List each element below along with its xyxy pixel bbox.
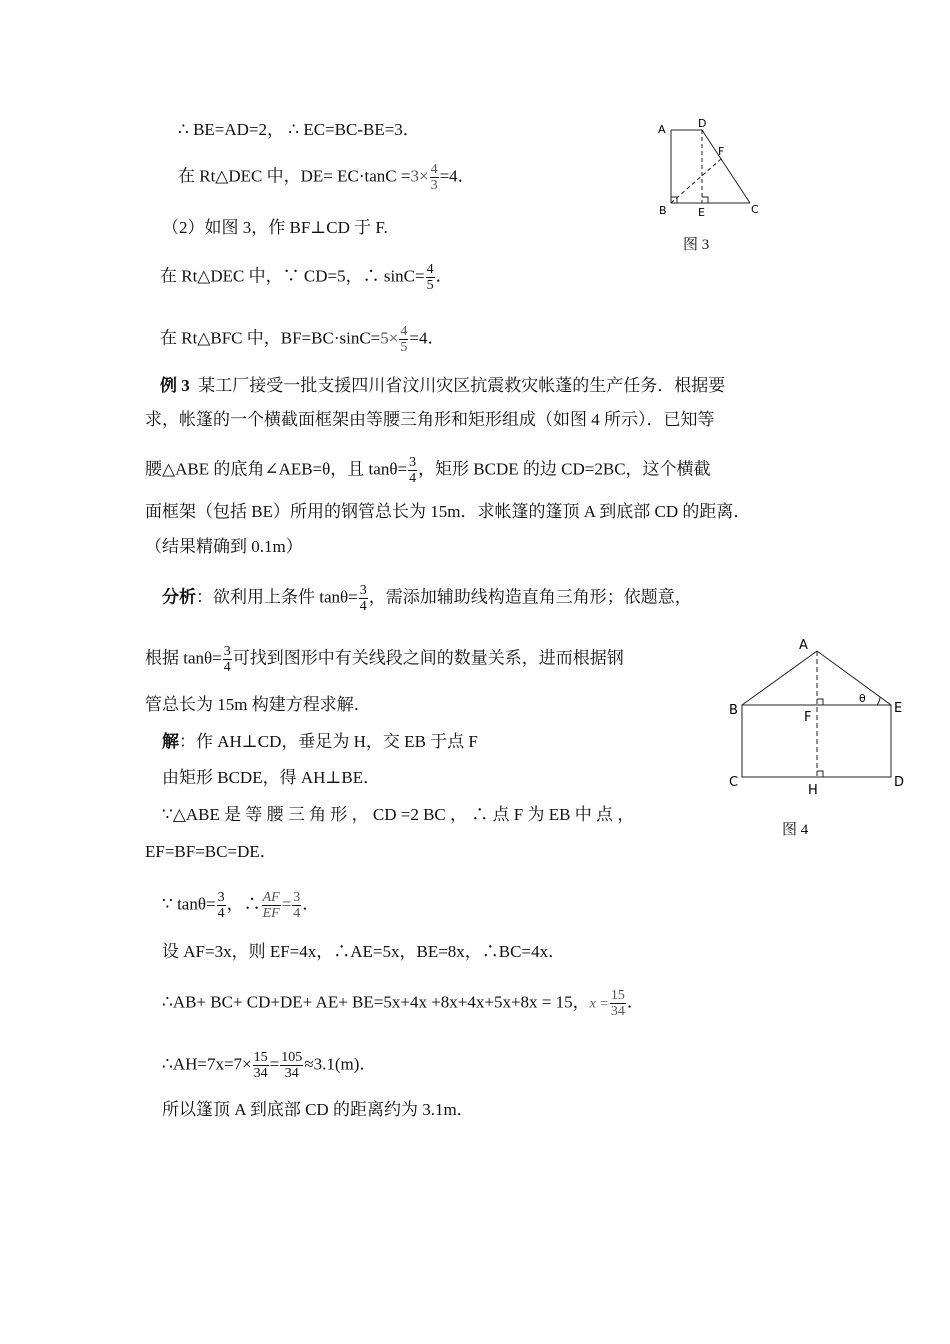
bf-fraction <box>399 324 408 355</box>
solution-text1: ：作 AH⊥CD，垂足为 H，交 EB 于点 F <box>179 732 478 751</box>
line-de-text: 在 Rt△DEC 中，DE= EC·tanC = <box>178 166 411 186</box>
tan-fraction-2 <box>359 583 368 614</box>
solution-line7 <box>162 988 644 1019</box>
fig3-label-b: B <box>659 204 667 217</box>
af-ef-fraction <box>262 890 281 921</box>
tan-given: ∵ tanθ= <box>162 894 216 914</box>
ah-fraction-2-den: 34 <box>284 1066 299 1081</box>
af-ef-end: ． <box>302 894 320 914</box>
example3-line1 <box>160 376 725 396</box>
ah-eq: = <box>269 1054 280 1074</box>
solution-line2: 由矩形 BCDE，得 AH⊥BE． <box>162 768 381 787</box>
sinc-fraction-num: 4 <box>426 262 434 277</box>
tan-fraction-1-num: 3 <box>409 455 417 470</box>
sinc-fraction <box>426 262 435 293</box>
x-fraction-num: 15 <box>610 988 625 1003</box>
example3-text1: 某工厂接受一批支援四川省汶川灾区抗震救灾帐蓬的生产任务．根据要 <box>198 376 726 395</box>
tan-therefore: ，∴ <box>226 894 261 914</box>
analysis-text1: ：欲利用上条件 tanθ= <box>196 587 358 607</box>
tan-fraction-4 <box>217 890 226 921</box>
de-fraction <box>430 162 439 193</box>
bf-result: =4． <box>409 328 445 348</box>
solution-line5 <box>162 890 319 921</box>
example3-line5: （结果精确到 0.1m） <box>145 537 303 556</box>
fig3-label-a: A <box>658 123 666 136</box>
fig3-bf <box>671 159 721 203</box>
ah-fraction-2-num: 105 <box>281 1050 303 1065</box>
analysis-text2: 根据 tanθ= <box>145 648 222 668</box>
tan-fraction-1-den: 4 <box>409 471 417 486</box>
bf-fraction-den: 5 <box>400 340 408 355</box>
fig3-label-f: F <box>718 145 725 158</box>
example3-text3b: ，矩形 BCDE 的边 CD=2BC，这个横截 <box>418 459 711 479</box>
figure-4 <box>720 632 920 802</box>
fig4-ab <box>742 651 817 705</box>
de-multiplier: 3× <box>410 166 429 186</box>
analysis-line2 <box>145 644 624 675</box>
figure-3 <box>650 115 770 220</box>
tan-fraction-2-den: 4 <box>359 599 367 614</box>
af-ef-value <box>292 890 301 921</box>
fig3-caption: 图 3 <box>683 237 710 253</box>
fig4-label-b: B <box>729 703 738 718</box>
ah-text: ∴AH=7x=7× <box>162 1054 252 1074</box>
fig4-ae <box>817 651 891 705</box>
bf-fraction-num: 4 <box>400 324 408 339</box>
example3-line4: 面框架（包括 BE）所用的钢管总长为 15m．求帐篷的篷顶 A 到底部 CD 的距离． <box>145 502 751 521</box>
fig4-right-angle-f <box>817 699 823 705</box>
fig3-label-e: E <box>698 206 705 219</box>
x-fraction-den: 34 <box>610 1004 625 1019</box>
af-ef-den: EF <box>262 906 280 921</box>
x-var: x = <box>589 996 609 1012</box>
line-part2: （2）如图 3，作 BF⊥CD 于 F. <box>162 218 388 237</box>
sinc-fraction-den: 5 <box>426 278 434 293</box>
solution-line8 <box>162 1050 376 1081</box>
fig4-label-h: H <box>808 783 818 798</box>
example3-label: 例 3 <box>160 376 190 395</box>
solution-line4: EF=BF=BC=DE． <box>145 842 277 861</box>
fig4-label-c: C <box>729 775 739 790</box>
af-ef-value-den: 4 <box>293 906 301 921</box>
fig4-caption: 图 4 <box>782 822 809 838</box>
af-ef-eq: = <box>281 894 292 914</box>
fig4-label-d: D <box>894 775 905 790</box>
line-be-ad: ∴ BE=AD=2， ∴ EC=BC-BE=3． <box>178 120 420 139</box>
analysis-text1b: ，需添加辅助线构造直角三角形；依题意， <box>368 587 692 607</box>
de-fraction-num: 4 <box>430 162 438 177</box>
analysis-label: 分析 <box>162 587 196 607</box>
tan-fraction-1 <box>408 455 417 486</box>
sinc-text: 在 Rt△DEC 中，∵ CD=5，∴ sinC= <box>160 266 425 286</box>
analysis-line1 <box>162 583 692 614</box>
tan-fraction-3-den: 4 <box>223 660 231 675</box>
solution-label: 解 <box>162 732 179 751</box>
fig4-theta-arc <box>877 697 880 705</box>
solution-line3: ∵△ABE 是 等 腰 三 角 形 ， CD =2 BC ， ∴ 点 F 为 EB 中 点 ， <box>162 805 635 824</box>
tan-fraction-2-num: 3 <box>359 583 367 598</box>
fig3-label-d: D <box>698 117 707 130</box>
ah-result: ≈3.1(m)． <box>304 1054 377 1074</box>
de-result: =4． <box>439 166 475 186</box>
sum-equation: ∴AB+ BC+ CD+DE+ AE+ BE=5x+4x +8x+4x+5x+8x = 15， <box>162 992 590 1012</box>
fig3-dc <box>702 130 750 203</box>
solution-line1 <box>162 732 478 752</box>
ah-fraction-1-num: 15 <box>253 1050 268 1065</box>
example3-line3 <box>145 455 711 486</box>
bf-multiplier: 5× <box>380 328 399 348</box>
af-ef-value-num: 3 <box>293 890 301 905</box>
tan-fraction-4-num: 3 <box>217 890 225 905</box>
line-sinc <box>160 262 453 293</box>
tan-fraction-3 <box>223 644 232 675</box>
fig4-label-e: E <box>894 701 903 716</box>
solution-line6: 设 AF=3x，则 EF=4x，∴AE=5x，BE=8x，∴BC=4x． <box>162 942 566 961</box>
af-ef-num: AF <box>262 890 280 905</box>
fig4-label-theta: θ <box>859 692 866 705</box>
example3-text3: 腰△ABE 的底角∠AEB=θ，且 tanθ= <box>145 459 408 479</box>
line-de-value <box>178 162 475 193</box>
analysis-line3: 管总长为 15m 构建方程求解． <box>145 695 371 714</box>
x-fraction <box>610 988 626 1019</box>
line-bf <box>160 324 444 355</box>
ah-fraction-2 <box>280 1050 303 1081</box>
fig4-label-a: A <box>799 638 808 653</box>
ah-fraction-1-den: 34 <box>253 1066 268 1081</box>
fig3-right-angle-e <box>702 197 708 203</box>
ah-fraction-1 <box>253 1050 269 1081</box>
fig3-label-c: C <box>751 203 759 216</box>
bf-text: 在 Rt△BFC 中，BF=BC·sinC= <box>160 328 381 348</box>
fig4-right-angle-h <box>817 771 823 777</box>
conclusion-line: 所以篷顶 A 到底部 CD 的距离约为 3.1m． <box>162 1100 474 1119</box>
example3-line2: 求，帐篷的一个横截面框架由等腰三角形和矩形组成（如图 4 所示）．已知等 <box>145 410 715 429</box>
analysis-text2b: 可找到图形中有关线段之间的数量关系，进而根据钢 <box>232 648 624 668</box>
fig4-label-f: F <box>804 710 812 725</box>
sum-end: ． <box>626 992 644 1012</box>
sinc-end: ． <box>435 266 453 286</box>
de-fraction-den: 3 <box>430 178 438 193</box>
tan-fraction-3-num: 3 <box>223 644 231 659</box>
tan-fraction-4-den: 4 <box>217 906 225 921</box>
